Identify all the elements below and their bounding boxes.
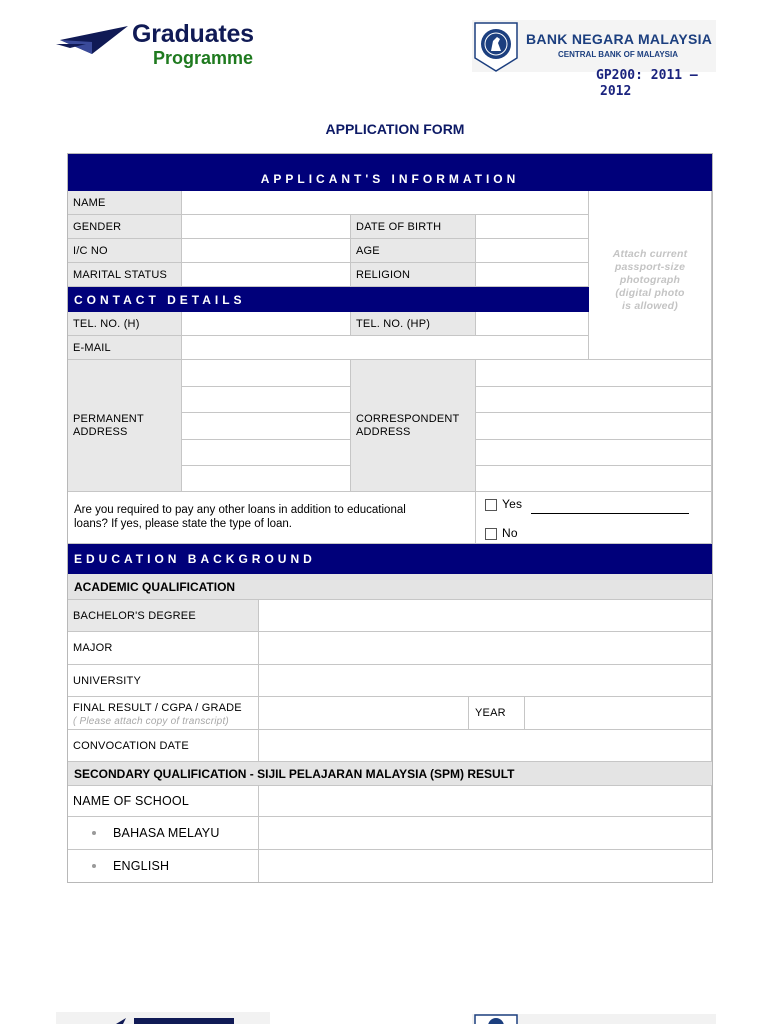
tel-home-label — [68, 312, 182, 336]
bank-shield-icon — [474, 22, 518, 72]
secondary-qualification-heading — [68, 762, 712, 786]
photo-instructions-line2: passport-size — [614, 261, 686, 273]
paper-plane-logo-icon — [56, 24, 130, 58]
subject-row-bahasa-melayu — [68, 817, 259, 850]
loan-answer — [476, 492, 712, 544]
name-label-text: NAME — [73, 196, 106, 209]
university-label — [68, 665, 259, 697]
loan-question-line2: loans? If yes, please state the type of loan. — [74, 518, 293, 530]
religion-field[interactable] — [476, 263, 589, 287]
subject-grade-bahasa-melayu[interactable] — [259, 817, 712, 850]
subject-row-english — [68, 850, 259, 882]
loan-yes-label: Yes — [502, 497, 523, 511]
correspondent-address-line-2[interactable] — [476, 387, 712, 413]
loan-no-label: No — [502, 526, 518, 540]
religion-label — [351, 263, 476, 287]
name-label — [68, 191, 182, 215]
loan-yes-option[interactable] — [485, 497, 522, 511]
education-background-heading — [68, 544, 712, 574]
university-field[interactable] — [259, 665, 712, 697]
marital-status-field[interactable] — [182, 263, 351, 287]
correspondent-address-line-1[interactable] — [476, 360, 712, 387]
loan-no-checkbox[interactable] — [485, 528, 497, 540]
next-page-logo-fragment — [56, 1012, 270, 1024]
ic-label — [68, 239, 182, 263]
subject-grade-english[interactable] — [259, 850, 712, 882]
year-label-text: YEAR — [475, 707, 506, 719]
school-name-field[interactable] — [259, 786, 712, 817]
school-name-label-text: NAME OF SCHOOL — [73, 794, 190, 808]
dob-field[interactable] — [476, 215, 589, 239]
subject-label-bahasa-melayu: BAHASA MELAYU — [113, 826, 220, 840]
correspondent-address-line-4[interactable] — [476, 440, 712, 466]
permanent-address-line-5[interactable] — [182, 466, 351, 492]
bachelor-degree-field[interactable] — [259, 600, 712, 632]
loan-no-option[interactable] — [485, 526, 518, 540]
loan-type-field[interactable] — [531, 513, 689, 514]
contact-details-heading — [68, 287, 589, 312]
gender-label — [68, 215, 182, 239]
bank-shield-icon — [474, 1014, 518, 1024]
application-form — [67, 153, 713, 883]
permanent-address-line-4[interactable] — [182, 440, 351, 466]
next-page-bank-logo-fragment — [472, 1014, 716, 1024]
year-field[interactable] — [525, 697, 712, 730]
name-field[interactable] — [182, 191, 589, 215]
tel-hp-field[interactable] — [476, 312, 589, 336]
permanent-address-line-3[interactable] — [182, 413, 351, 440]
bank-name: BANK NEGARA MALAYSIA — [526, 31, 713, 47]
logo-wordmark-graduates: Graduates — [132, 20, 254, 48]
convocation-date-label — [68, 730, 259, 762]
secondary-qualification-heading-text: SECONDARY QUALIFICATION - SIJIL PELAJARAN MALAYSIA (SPM) RESULT — [74, 766, 515, 781]
paper-plane-logo-icon — [56, 1012, 270, 1024]
programme-code-line1: GP200: 2011 – — [596, 68, 698, 83]
bank-negara-logo — [472, 20, 716, 72]
programme-code — [596, 68, 736, 100]
academic-qualification-heading-text: ACADEMIC QUALIFICATION — [74, 579, 236, 594]
ic-field[interactable] — [182, 239, 351, 263]
photo-instructions-line1: Attach current — [612, 248, 688, 260]
major-label-text: MAJOR — [73, 642, 113, 654]
age-label-text: AGE — [356, 244, 380, 257]
loan-yes-checkbox[interactable] — [485, 499, 497, 511]
applicant-info-heading-text: APPLICANT'S INFORMATION — [260, 171, 520, 186]
applicant-info-heading — [68, 154, 712, 191]
final-result-label-text: FINAL RESULT / CGPA / GRADE — [73, 702, 242, 714]
gender-field[interactable] — [182, 215, 351, 239]
convocation-date-label-text: CONVOCATION DATE — [73, 739, 189, 752]
academic-qualification-heading — [68, 574, 712, 600]
bachelor-degree-label-text: BACHELOR'S DEGREE — [73, 609, 196, 622]
age-field[interactable] — [476, 239, 589, 263]
tel-hp-label-text: TEL. NO. (HP) — [356, 317, 431, 330]
photo-instructions-line3: photograph — [619, 274, 681, 286]
email-field[interactable] — [182, 336, 589, 360]
form-title: APPLICATION FORM — [325, 121, 465, 137]
major-label — [68, 632, 259, 665]
bullet-icon — [92, 864, 96, 868]
dob-label — [351, 215, 476, 239]
marital-status-label-text: MARITAL STATUS — [73, 268, 168, 281]
correspondent-address-label-line2: ADDRESS — [356, 425, 411, 438]
education-background-heading-text: EDUCATION BACKGROUND — [74, 552, 316, 566]
ic-label-text: I/C NO — [73, 244, 108, 257]
university-label-text: UNIVERSITY — [73, 674, 142, 687]
loan-question — [68, 492, 476, 544]
bachelor-degree-label — [68, 600, 259, 632]
age-label — [351, 239, 476, 263]
contact-details-heading-text: CONTACT DETAILS — [74, 292, 246, 307]
gender-label-text: GENDER — [73, 220, 122, 233]
permanent-address-line-1[interactable] — [182, 360, 351, 387]
photo-instructions-line4: (digital photo — [615, 287, 685, 299]
correspondent-address-line-5[interactable] — [476, 466, 712, 492]
graduates-programme-logo — [56, 18, 270, 82]
final-result-field[interactable] — [259, 697, 469, 730]
major-field[interactable] — [259, 632, 712, 665]
tel-hp-label — [351, 312, 476, 336]
correspondent-address-label-line1: CORRESPONDENT — [356, 412, 460, 425]
bank-subtitle: CENTRAL BANK OF MALAYSIA — [558, 50, 679, 59]
dob-label-text: DATE OF BIRTH — [356, 220, 442, 233]
subject-label-english: ENGLISH — [113, 859, 170, 873]
photo-instructions — [613, 248, 688, 313]
tel-home-field[interactable] — [182, 312, 351, 336]
programme-code-line2: 2012 — [600, 84, 632, 99]
permanent-address-label — [68, 360, 182, 492]
religion-label-text: RELIGION — [356, 268, 411, 281]
year-label — [469, 697, 525, 730]
logo-wordmark-programme: Programme — [153, 48, 254, 68]
email-label-text: E-MAIL — [73, 341, 111, 354]
permanent-address-label-line2: ADDRESS — [73, 425, 128, 438]
final-result-label — [68, 697, 259, 730]
photo-instructions-line5: is allowed) — [622, 300, 678, 312]
correspondent-address-label — [351, 360, 476, 492]
school-name-label — [68, 786, 259, 817]
tel-home-label-text: TEL. NO. (H) — [73, 317, 140, 330]
convocation-date-field[interactable] — [259, 730, 712, 762]
loan-question-line1: Are you required to pay any other loans in addition to educational — [74, 504, 406, 516]
permanent-address-line-2[interactable] — [182, 387, 351, 413]
bullet-icon — [92, 831, 96, 835]
marital-status-label — [68, 263, 182, 287]
transcript-note: ( Please attach copy of transcript) — [73, 716, 229, 727]
correspondent-address-line-3[interactable] — [476, 413, 712, 440]
email-label — [68, 336, 182, 360]
photo-upload-box[interactable] — [589, 191, 712, 360]
permanent-address-label-line1: PERMANENT — [73, 412, 144, 425]
